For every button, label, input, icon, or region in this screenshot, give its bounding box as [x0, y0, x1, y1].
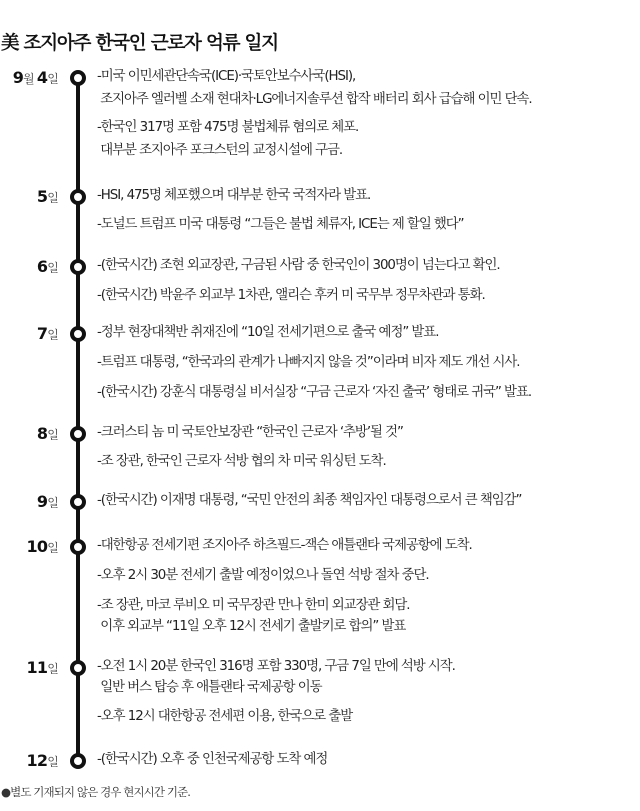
date-label: [37, 187, 58, 206]
date-day: 7: [36, 324, 48, 343]
event-line: 조지아주 엘러벨 소재 현대차·LG에너지솔루션 합작 배터리 회사 급습해 이민 단속.: [97, 92, 532, 107]
date-day: 9: [36, 492, 48, 511]
date-day-unit: 일: [47, 191, 58, 205]
date-day: 10: [26, 537, 48, 556]
date-label: [37, 324, 58, 343]
timeline-node-icon: [70, 753, 86, 769]
date-day: 5: [36, 187, 48, 206]
event-line: 대부분 조지아주 포크스턴의 교정시설에 구금.: [97, 143, 343, 158]
date-label: [27, 658, 58, 677]
page-title: 美 조지아주 한국인 근로자 억류 일지: [1, 33, 278, 54]
date-day-unit: 일: [47, 72, 58, 86]
date-day-unit: 일: [47, 261, 58, 275]
event-line: -(한국시간) 조현 외교장관, 구금된 사람 중 한국인이 300명이 넘는다고 확인.: [97, 258, 500, 273]
event-line: -미국 이민세관단속국(ICE)·국토안보수사국(HSI),: [97, 69, 356, 84]
event-line: -(한국시간) 오후 중 인천국제공항 도착 예정: [97, 752, 328, 767]
event-line: -정부 현장대책반 취재진에 “10일 전세기편으로 출국 예정” 발표.: [97, 325, 439, 340]
date-day: 8: [36, 424, 48, 443]
event-line: -(한국시간) 이재명 대통령, “국민 안전의 최종 책임자인 대통령으로서 큰 책임감”: [97, 493, 522, 508]
event-line: -(한국시간) 박윤주 외교부 1차관, 앨리슨 후커 미 국무부 정무차관과 통화.: [97, 288, 485, 303]
event-line: -HSI, 475명 체포했으며 대부분 한국 국적자라 발표.: [97, 188, 371, 203]
date-day: 6: [36, 257, 48, 276]
date-label: [27, 537, 58, 556]
event-line: -대한항공 전세기편 조지아주 하츠필드-잭슨 애틀랜타 국제공항에 도착.: [97, 538, 472, 553]
date-day: 12: [26, 751, 48, 770]
timeline-node-icon: [70, 259, 86, 275]
footnote: ●별도 기재되지 않은 경우 현지시간 기준.: [1, 785, 191, 799]
date-label: [37, 257, 58, 276]
event-line: -(한국시간) 강훈식 대통령실 비서실장 “구금 근로자 ‘자진 출국’ 형태로 귀국” 발표.: [97, 385, 532, 400]
event-line: -오전 1시 20분 한국인 316명 포함 330명, 구금 7일 만에 석방 시작.: [97, 659, 455, 674]
date-day-unit: 일: [47, 755, 58, 769]
event-line: 이후 외교부 “11일 오후 12시 전세기 출발키로 합의” 발표: [97, 619, 406, 634]
date-month-unit: 월: [23, 72, 37, 86]
timeline-node-icon: [70, 494, 86, 510]
timeline-node-icon: [70, 70, 86, 86]
timeline-node-icon: [70, 189, 86, 205]
date-day-unit: 일: [47, 496, 58, 510]
event-line: -한국인 317명 포함 475명 불법체류 혐의로 체포.: [97, 120, 359, 135]
date-label: [13, 68, 58, 87]
timeline-node-icon: [70, 539, 86, 555]
event-line: -오후 2시 30분 전세기 출발 예정이었으나 돌연 석방 절차 중단.: [97, 568, 429, 583]
event-line: -오후 12시 대한항공 전세편 이용, 한국으로 출발: [97, 709, 353, 724]
date-day-unit: 일: [47, 541, 58, 555]
timeline-node-icon: [70, 426, 86, 442]
event-line: 일반 버스 탑승 후 애틀랜타 국제공항 이동: [97, 680, 322, 695]
date-label: [27, 751, 58, 770]
event-line: -크러스티 놈 미 국토안보장관 “한국인 근로자 ‘추방’될 것”: [97, 425, 403, 440]
event-line: -조 장관, 한국인 근로자 석방 협의 차 미국 워싱턴 도착.: [97, 454, 386, 469]
event-line: -도널드 트럼프 미국 대통령 “그들은 불법 체류자, ICE는 제 할일 했다”: [97, 217, 464, 232]
event-line: -조 장관, 마코 루비오 미 국무장관 만나 한미 외교장관 회담.: [97, 598, 410, 613]
date-label: [37, 492, 58, 511]
timeline-node-icon: [70, 326, 86, 342]
event-line: -트럼프 대통령, “한국과의 관계가 나빠지지 않을 것”이라며 비자 제도 개선 시사.: [97, 355, 520, 370]
date-day: 4: [36, 68, 48, 87]
date-day-unit: 일: [47, 428, 58, 442]
date-day-unit: 일: [47, 662, 58, 676]
date-day-unit: 일: [47, 328, 58, 342]
date-label: [37, 424, 58, 443]
date-month: 9: [12, 68, 24, 87]
timeline-node-icon: [70, 660, 86, 676]
date-day: 11: [26, 658, 48, 677]
